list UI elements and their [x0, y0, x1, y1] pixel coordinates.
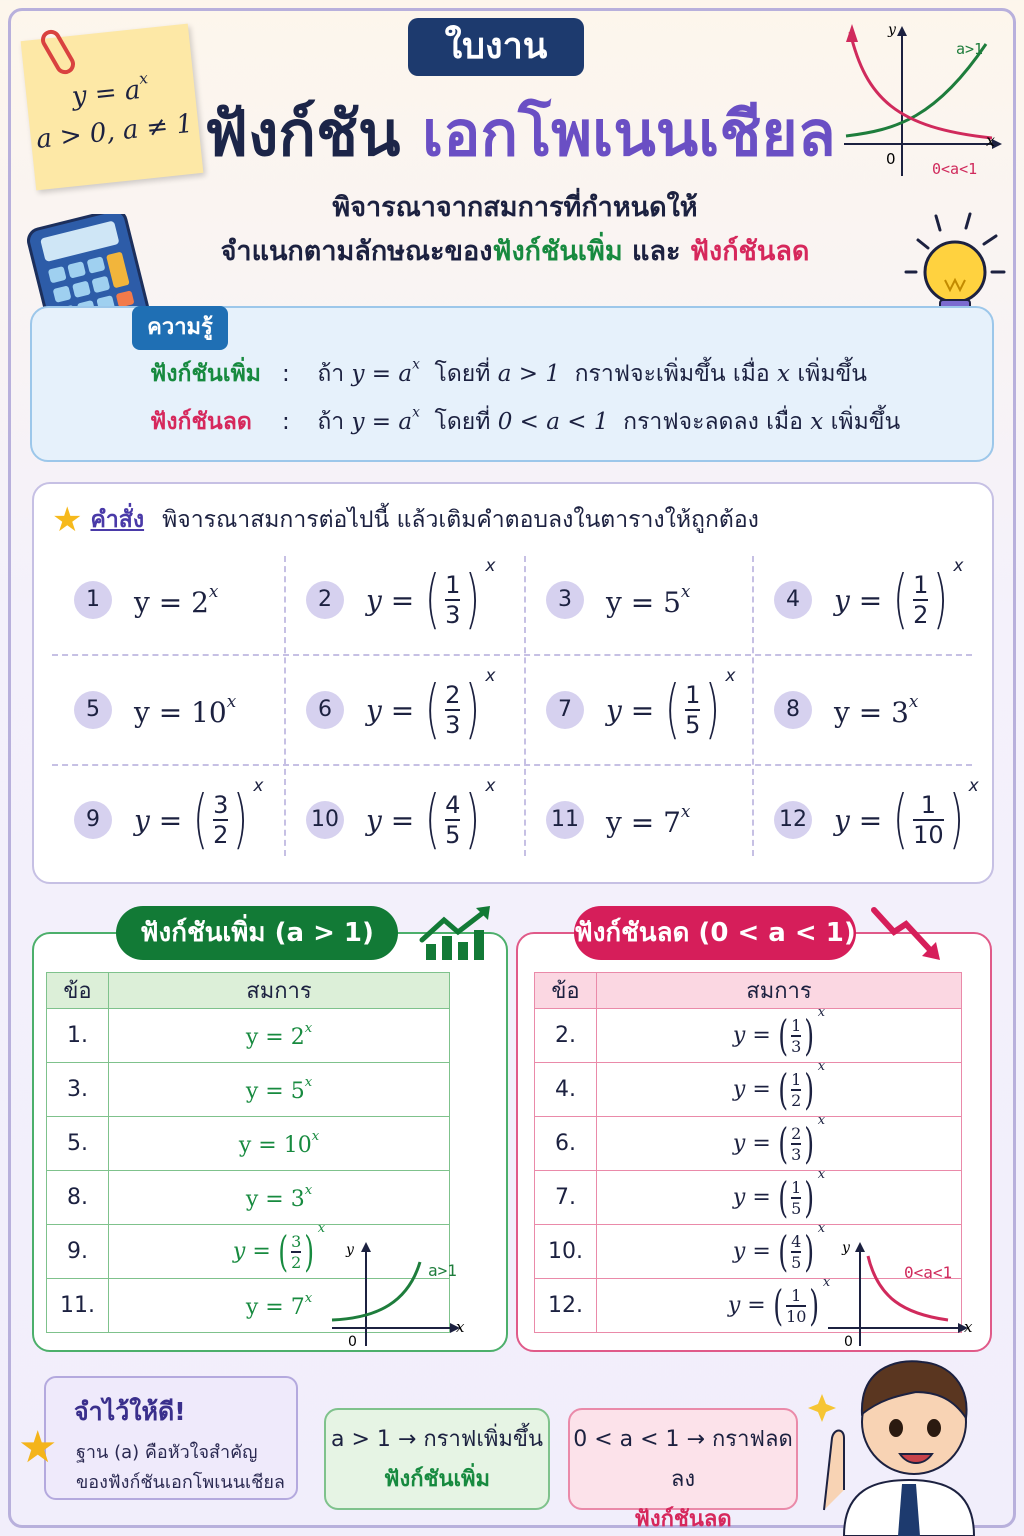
problem-equation: y = ( $\frac{1}{2}$ ) x: [834, 556, 964, 637]
problem-item: [284, 658, 514, 762]
problem-equation: $y = 2^x$: [134, 580, 219, 620]
row-number: 9.: [47, 1225, 109, 1279]
problem-number: 8: [774, 691, 812, 729]
row-equation: $y = 5^x$: [109, 1063, 450, 1117]
header-exponential-graph: [836, 18, 1016, 188]
problem-equation: $y = 10^x$: [134, 690, 237, 730]
problem-equation: y = ( $\frac{3}{2}$ ) x: [134, 776, 264, 857]
grid-divider: [52, 764, 972, 766]
definition-sticky-note: $y = a^x$ a > 0, a ≠ 1: [21, 24, 204, 191]
problem-equation: $y = 3^x$: [834, 690, 919, 730]
row-equation: y = ( $\frac{1}{2}$ ) x: [597, 1063, 962, 1117]
table-row: [535, 1009, 962, 1063]
svg-text:x: x: [986, 131, 996, 150]
row-number: 6.: [535, 1117, 597, 1171]
star-icon: ★: [52, 500, 83, 540]
row-equation: $y = 3^x$: [109, 1171, 450, 1225]
row-number: 8.: [47, 1171, 109, 1225]
problem-item: [524, 768, 754, 872]
svg-text:0: 0: [886, 150, 896, 168]
row-equation: $y = 2^x$: [109, 1009, 450, 1063]
trend-up-icon: [418, 904, 498, 964]
problem-number: 3: [546, 581, 584, 619]
row-number: 12.: [535, 1279, 597, 1333]
table-row: [47, 1009, 450, 1063]
summary-increasing: a > 1 → กราฟเพิ่มขึ้น ฟังก์ชันเพิ่ม: [324, 1408, 550, 1510]
problem-number: 10: [306, 801, 344, 839]
problem-item: [752, 548, 982, 652]
table-row: [47, 1063, 450, 1117]
page-subtitle: พิจารณาจากสมการที่กำหนดให้ จำแนกตามลักษณะของฟังก์ชันเพิ่ม และ ฟังก์ชันลด: [220, 192, 810, 267]
row-number: 7.: [535, 1171, 597, 1225]
problem-number: 7: [546, 691, 584, 729]
knowledge-tag: ความรู้: [132, 306, 228, 350]
svg-text:x: x: [964, 1318, 973, 1336]
worksheet-tag: ใบงาน: [408, 18, 584, 76]
problem-number: 4: [774, 581, 812, 619]
grid-divider: [52, 654, 972, 656]
remember-title: จำไว้ให้ดี!: [74, 1397, 186, 1426]
row-equation: y = ( $\frac{1}{10}$ ) x: [597, 1279, 962, 1333]
page-title: ฟังก์ชัน เอกโพเนนเชียล: [204, 97, 836, 170]
table-row: [535, 1063, 962, 1117]
svg-text:0<a<1: 0<a<1: [932, 160, 978, 178]
col-header-no: ข้อ: [535, 973, 597, 1009]
problem-item: [752, 768, 982, 872]
increasing-title: ฟังก์ชันเพิ่ม (a > 1): [116, 906, 398, 960]
student-character-illustration: [804, 1330, 1014, 1536]
problem-number: 12: [774, 801, 812, 839]
increasing-mini-graph: [328, 1234, 488, 1354]
col-header-no: ข้อ: [47, 973, 109, 1009]
svg-text:y: y: [346, 1242, 354, 1258]
problem-equation: $y = 5^x$: [606, 580, 691, 620]
row-equation: y = ( $\frac{1}{5}$ ) x: [597, 1171, 962, 1225]
row-equation: y = ( $\frac{1}{3}$ ) x: [597, 1009, 962, 1063]
row-number: 4.: [535, 1063, 597, 1117]
problem-equation: y = ( $\frac{1}{5}$ ) x: [606, 666, 736, 747]
remember-text: ฐาน (a) คือหัวใจสำคัญ ของฟังก์ชันเอกโพเนนเชียล: [76, 1442, 285, 1493]
table-row: [535, 1117, 962, 1171]
row-number: 1.: [47, 1009, 109, 1063]
row-equation: y = ( $\frac{4}{5}$ ) x: [597, 1225, 962, 1279]
svg-text:y: y: [888, 22, 896, 38]
problem-grid: [52, 548, 979, 862]
row-equation: y = ( $\frac{3}{2}$ ) x: [109, 1225, 450, 1279]
svg-text:0<a<1: 0<a<1: [904, 1263, 953, 1282]
knowledge-row-increasing: ฟังก์ชันเพิ่ม : ถ้า $y = a^x$ โดยที่ a > 1 กราฟจะเพิ่มขึ้น เมื่อ x เพิ่มขึ้น: [150, 356, 867, 387]
problem-item: [52, 768, 282, 872]
problem-item: [524, 548, 754, 652]
remember-note: [44, 1376, 298, 1500]
problem-number: 9: [74, 801, 112, 839]
problem-item: [284, 548, 514, 652]
row-number: 10.: [535, 1225, 597, 1279]
knowledge-row-decreasing: ฟังก์ชันลด : ถ้า $y = a^x$ โดยที่ 0 < a < 1 กราฟจะลดลง เมื่อ x เพิ่มขึ้น: [150, 404, 901, 435]
problem-item: [524, 658, 754, 762]
row-number: 5.: [47, 1117, 109, 1171]
problem-number: 6: [306, 691, 344, 729]
svg-text:a>1: a>1: [956, 40, 984, 58]
table-row: [47, 1171, 450, 1225]
decreasing-title: ฟังก์ชันลด (0 < a < 1): [574, 906, 856, 960]
table-row: [535, 1171, 962, 1225]
problem-item: [52, 658, 282, 762]
row-equation: $y = 10^x$: [109, 1117, 450, 1171]
problem-item: [52, 548, 282, 652]
instruction: ★ คำสั่ง พิจารณาสมการต่อไปนี้ แล้วเติมคำตอบลงในตารางให้ถูกต้อง: [52, 500, 759, 540]
table-row: [47, 1117, 450, 1171]
svg-text:x: x: [456, 1318, 465, 1336]
problem-number: 11: [546, 801, 584, 839]
problem-item: [284, 768, 514, 872]
trend-down-icon: [870, 904, 950, 964]
svg-text:0: 0: [348, 1334, 357, 1350]
row-number: 11.: [47, 1279, 109, 1333]
problem-item: [752, 658, 982, 762]
col-header-equation: สมการ: [597, 973, 962, 1009]
row-number: 3.: [47, 1063, 109, 1117]
col-header-equation: สมการ: [109, 973, 450, 1009]
problem-equation: y = ( $\frac{4}{5}$ ) x: [366, 776, 496, 857]
problem-equation: y = ( $\frac{1}{10}$ ) x: [834, 776, 979, 857]
problem-equation: y = ( $\frac{2}{3}$ ) x: [366, 666, 496, 747]
row-equation: y = ( $\frac{2}{3}$ ) x: [597, 1117, 962, 1171]
problem-number: 2: [306, 581, 344, 619]
summary-decreasing: 0 < a < 1 → กราฟลดลง ฟังก์ชันลด: [568, 1408, 798, 1510]
row-equation: $y = 7^x$: [109, 1279, 450, 1333]
svg-text:a>1: a>1: [428, 1261, 457, 1280]
problem-number: 5: [74, 691, 112, 729]
row-number: 2.: [535, 1009, 597, 1063]
svg-text:y: y: [842, 1240, 850, 1256]
star-icon: ★: [18, 1422, 58, 1473]
problem-number: 1: [74, 581, 112, 619]
problem-equation: $y = 7^x$: [606, 800, 691, 840]
svg-text:0: 0: [844, 1334, 853, 1350]
problem-equation: y = ( $\frac{1}{3}$ ) x: [366, 556, 496, 637]
